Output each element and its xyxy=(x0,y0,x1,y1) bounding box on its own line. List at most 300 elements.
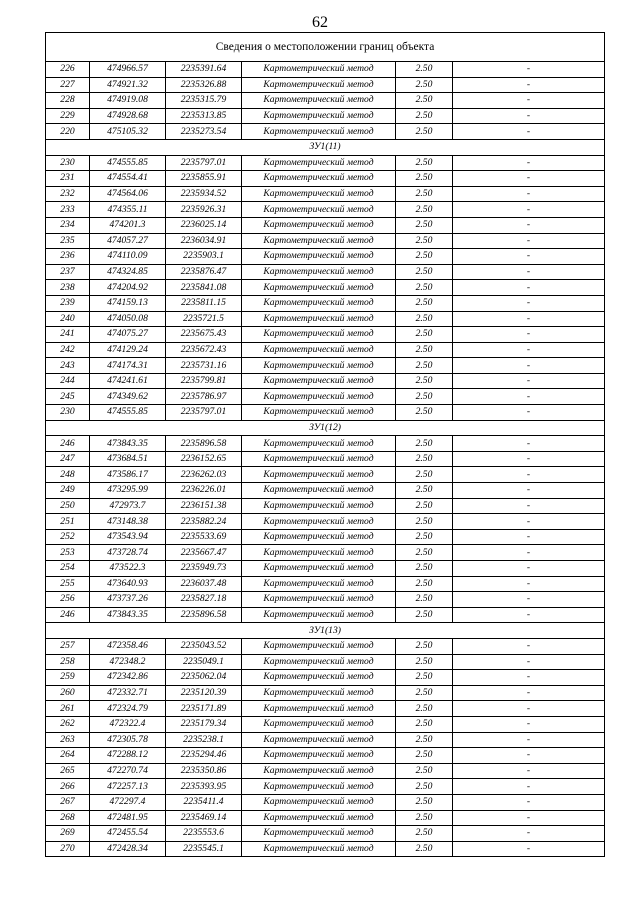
precision-cell: 2.50 xyxy=(396,373,453,389)
precision-cell: 2.50 xyxy=(396,810,453,826)
coord-y-cell: 2235876.47 xyxy=(166,264,242,280)
method-cell: Картометрический метод xyxy=(242,607,396,623)
coord-y-cell: 2235786.97 xyxy=(166,389,242,405)
coord-x-cell: 474966.57 xyxy=(90,62,166,78)
table-row xyxy=(46,171,605,187)
coord-y-cell: 2235799.81 xyxy=(166,373,242,389)
coord-x-cell: 474129.24 xyxy=(90,342,166,358)
table-row xyxy=(46,561,605,577)
coord-y-cell: 2235675.43 xyxy=(166,327,242,343)
method-cell: Картометрический метод xyxy=(242,545,396,561)
table-body xyxy=(46,33,605,857)
table-row xyxy=(46,607,605,623)
point-number-cell: 260 xyxy=(46,685,90,701)
coord-x-cell: 473843.35 xyxy=(90,436,166,452)
description-cell: - xyxy=(453,748,605,764)
point-number-cell: 236 xyxy=(46,249,90,265)
coord-y-cell: 2236151.38 xyxy=(166,498,242,514)
coord-y-cell: 2235731.16 xyxy=(166,358,242,374)
description-cell: - xyxy=(453,280,605,296)
method-cell: Картометрический метод xyxy=(242,217,396,233)
coord-y-cell: 2235896.58 xyxy=(166,607,242,623)
precision-cell: 2.50 xyxy=(396,186,453,202)
table-row xyxy=(46,155,605,171)
point-number-cell: 249 xyxy=(46,483,90,499)
method-cell: Картометрический метод xyxy=(242,233,396,249)
description-cell: - xyxy=(453,638,605,654)
table-row xyxy=(46,685,605,701)
precision-cell: 2.50 xyxy=(396,732,453,748)
point-number-cell: 228 xyxy=(46,93,90,109)
coord-y-cell: 2235294.46 xyxy=(166,748,242,764)
coord-x-cell: 474075.27 xyxy=(90,327,166,343)
coord-y-cell: 2235273.54 xyxy=(166,124,242,140)
point-number-cell: 231 xyxy=(46,171,90,187)
precision-cell: 2.50 xyxy=(396,405,453,421)
coord-y-cell: 2235391.64 xyxy=(166,62,242,78)
coord-y-cell: 2235797.01 xyxy=(166,405,242,421)
table-row xyxy=(46,264,605,280)
description-cell: - xyxy=(453,62,605,78)
coord-x-cell: 472270.74 xyxy=(90,763,166,779)
point-number-cell: 239 xyxy=(46,295,90,311)
description-cell: - xyxy=(453,607,605,623)
section-row xyxy=(46,420,605,436)
coord-x-cell: 472455.54 xyxy=(90,826,166,842)
coord-y-cell: 2235043.52 xyxy=(166,638,242,654)
table-row xyxy=(46,451,605,467)
precision-cell: 2.50 xyxy=(396,514,453,530)
table-row xyxy=(46,716,605,732)
method-cell: Картометрический метод xyxy=(242,483,396,499)
description-cell: - xyxy=(453,77,605,93)
precision-cell: 2.50 xyxy=(396,327,453,343)
table-row xyxy=(46,93,605,109)
coord-y-cell: 2235949.73 xyxy=(166,561,242,577)
point-number-cell: 244 xyxy=(46,373,90,389)
coord-x-cell: 473737.26 xyxy=(90,592,166,608)
coord-y-cell: 2235326.88 xyxy=(166,77,242,93)
precision-cell: 2.50 xyxy=(396,93,453,109)
point-number-cell: 229 xyxy=(46,108,90,124)
precision-cell: 2.50 xyxy=(396,217,453,233)
coord-x-cell: 472481.95 xyxy=(90,810,166,826)
table-row xyxy=(46,810,605,826)
description-cell: - xyxy=(453,217,605,233)
table-row xyxy=(46,233,605,249)
coord-y-cell: 2235721.5 xyxy=(166,311,242,327)
precision-cell: 2.50 xyxy=(396,670,453,686)
table-row xyxy=(46,701,605,717)
method-cell: Картометрический метод xyxy=(242,716,396,732)
coord-x-cell: 474555.85 xyxy=(90,405,166,421)
point-number-cell: 263 xyxy=(46,732,90,748)
precision-cell: 2.50 xyxy=(396,108,453,124)
precision-cell: 2.50 xyxy=(396,249,453,265)
method-cell: Картометрический метод xyxy=(242,295,396,311)
description-cell: - xyxy=(453,373,605,389)
description-cell: - xyxy=(453,249,605,265)
description-cell: - xyxy=(453,514,605,530)
description-cell: - xyxy=(453,436,605,452)
point-number-cell: 247 xyxy=(46,451,90,467)
precision-cell: 2.50 xyxy=(396,763,453,779)
coord-x-cell: 472322.4 xyxy=(90,716,166,732)
point-number-cell: 259 xyxy=(46,670,90,686)
table-row xyxy=(46,327,605,343)
coord-y-cell: 2235179.34 xyxy=(166,716,242,732)
table-row xyxy=(46,638,605,654)
method-cell: Картометрический метод xyxy=(242,171,396,187)
coord-y-cell: 2235049.1 xyxy=(166,654,242,670)
method-cell: Картометрический метод xyxy=(242,186,396,202)
coord-y-cell: 2235545.1 xyxy=(166,841,242,857)
coord-y-cell: 2235934.52 xyxy=(166,186,242,202)
method-cell: Картометрический метод xyxy=(242,155,396,171)
coord-y-cell: 2235855.91 xyxy=(166,171,242,187)
method-cell: Картометрический метод xyxy=(242,654,396,670)
method-cell: Картометрический метод xyxy=(242,93,396,109)
point-number-cell: 267 xyxy=(46,794,90,810)
coord-y-cell: 2235827.18 xyxy=(166,592,242,608)
description-cell: - xyxy=(453,561,605,577)
method-cell: Картометрический метод xyxy=(242,576,396,592)
description-cell: - xyxy=(453,841,605,857)
point-number-cell: 237 xyxy=(46,264,90,280)
coord-x-cell: 474564.06 xyxy=(90,186,166,202)
description-cell: - xyxy=(453,93,605,109)
point-number-cell: 246 xyxy=(46,436,90,452)
coord-x-cell: 472342.86 xyxy=(90,670,166,686)
point-number-cell: 265 xyxy=(46,763,90,779)
coord-x-cell: 474919.08 xyxy=(90,93,166,109)
coord-x-cell: 473728.74 xyxy=(90,545,166,561)
table-row xyxy=(46,186,605,202)
precision-cell: 2.50 xyxy=(396,280,453,296)
coord-x-cell: 474921.32 xyxy=(90,77,166,93)
coord-x-cell: 474554.41 xyxy=(90,171,166,187)
coord-x-cell: 473148.38 xyxy=(90,514,166,530)
point-number-cell: 256 xyxy=(46,592,90,608)
method-cell: Картометрический метод xyxy=(242,77,396,93)
coord-y-cell: 2235062.04 xyxy=(166,670,242,686)
coord-y-cell: 2235171.89 xyxy=(166,701,242,717)
method-cell: Картометрический метод xyxy=(242,529,396,545)
precision-cell: 2.50 xyxy=(396,62,453,78)
coord-x-cell: 472305.78 xyxy=(90,732,166,748)
method-cell: Картометрический метод xyxy=(242,794,396,810)
table-row xyxy=(46,779,605,795)
description-cell: - xyxy=(453,342,605,358)
precision-cell: 2.50 xyxy=(396,436,453,452)
coord-x-cell: 474555.85 xyxy=(90,155,166,171)
page-number: 62 xyxy=(312,14,328,31)
table-row xyxy=(46,311,605,327)
method-cell: Картометрический метод xyxy=(242,701,396,717)
coord-x-cell: 472348.2 xyxy=(90,654,166,670)
precision-cell: 2.50 xyxy=(396,467,453,483)
description-cell: - xyxy=(453,763,605,779)
method-cell: Картометрический метод xyxy=(242,327,396,343)
method-cell: Картометрический метод xyxy=(242,561,396,577)
section-label: ЗУ1(12) xyxy=(46,420,605,436)
precision-cell: 2.50 xyxy=(396,576,453,592)
precision-cell: 2.50 xyxy=(396,451,453,467)
description-cell: - xyxy=(453,295,605,311)
precision-cell: 2.50 xyxy=(396,77,453,93)
precision-cell: 2.50 xyxy=(396,389,453,405)
coord-y-cell: 2235238.1 xyxy=(166,732,242,748)
precision-cell: 2.50 xyxy=(396,561,453,577)
table-row xyxy=(46,576,605,592)
table-row xyxy=(46,670,605,686)
point-number-cell: 240 xyxy=(46,311,90,327)
point-number-cell: 269 xyxy=(46,826,90,842)
method-cell: Картометрический метод xyxy=(242,389,396,405)
coord-y-cell: 2235553.6 xyxy=(166,826,242,842)
method-cell: Картометрический метод xyxy=(242,202,396,218)
point-number-cell: 246 xyxy=(46,607,90,623)
coord-x-cell: 474174.31 xyxy=(90,358,166,374)
table-row xyxy=(46,467,605,483)
coord-y-cell: 2236152.65 xyxy=(166,451,242,467)
method-cell: Картометрический метод xyxy=(242,810,396,826)
coord-x-cell: 473640.93 xyxy=(90,576,166,592)
table-row xyxy=(46,514,605,530)
coord-x-cell: 473295.99 xyxy=(90,483,166,499)
coord-x-cell: 472428.34 xyxy=(90,841,166,857)
description-cell: - xyxy=(453,467,605,483)
method-cell: Картометрический метод xyxy=(242,249,396,265)
method-cell: Картометрический метод xyxy=(242,280,396,296)
coord-x-cell: 472332.71 xyxy=(90,685,166,701)
method-cell: Картометрический метод xyxy=(242,670,396,686)
description-cell: - xyxy=(453,202,605,218)
point-number-cell: 234 xyxy=(46,217,90,233)
method-cell: Картометрический метод xyxy=(242,748,396,764)
method-cell: Картометрический метод xyxy=(242,732,396,748)
description-cell: - xyxy=(453,826,605,842)
coord-x-cell: 474355.11 xyxy=(90,202,166,218)
table-row xyxy=(46,732,605,748)
coord-x-cell: 472257.13 xyxy=(90,779,166,795)
description-cell: - xyxy=(453,654,605,670)
coord-y-cell: 2235120.39 xyxy=(166,685,242,701)
table-row xyxy=(46,436,605,452)
coord-x-cell: 474928.68 xyxy=(90,108,166,124)
description-cell: - xyxy=(453,794,605,810)
coord-y-cell: 2235350.86 xyxy=(166,763,242,779)
table-row xyxy=(46,592,605,608)
description-cell: - xyxy=(453,576,605,592)
coord-y-cell: 2235926.31 xyxy=(166,202,242,218)
point-number-cell: 258 xyxy=(46,654,90,670)
point-number-cell: 251 xyxy=(46,514,90,530)
precision-cell: 2.50 xyxy=(396,483,453,499)
coord-x-cell: 473543.94 xyxy=(90,529,166,545)
point-number-cell: 226 xyxy=(46,62,90,78)
coord-x-cell: 474057.27 xyxy=(90,233,166,249)
table-row xyxy=(46,358,605,374)
coord-y-cell: 2235882.24 xyxy=(166,514,242,530)
table-row xyxy=(46,748,605,764)
method-cell: Картометрический метод xyxy=(242,108,396,124)
description-cell: - xyxy=(453,124,605,140)
description-cell: - xyxy=(453,389,605,405)
precision-cell: 2.50 xyxy=(396,155,453,171)
coord-x-cell: 473684.51 xyxy=(90,451,166,467)
table-row xyxy=(46,217,605,233)
table-row xyxy=(46,389,605,405)
description-cell: - xyxy=(453,732,605,748)
point-number-cell: 268 xyxy=(46,810,90,826)
method-cell: Картометрический метод xyxy=(242,373,396,389)
method-cell: Картометрический метод xyxy=(242,62,396,78)
method-cell: Картометрический метод xyxy=(242,514,396,530)
table-row xyxy=(46,826,605,842)
coord-x-cell: 472297.4 xyxy=(90,794,166,810)
point-number-cell: 254 xyxy=(46,561,90,577)
description-cell: - xyxy=(453,155,605,171)
point-number-cell: 242 xyxy=(46,342,90,358)
description-cell: - xyxy=(453,405,605,421)
coord-x-cell: 474110.09 xyxy=(90,249,166,265)
coord-x-cell: 474204.92 xyxy=(90,280,166,296)
table-row xyxy=(46,763,605,779)
coord-y-cell: 2235667.47 xyxy=(166,545,242,561)
point-number-cell: 227 xyxy=(46,77,90,93)
table-row xyxy=(46,373,605,389)
precision-cell: 2.50 xyxy=(396,716,453,732)
method-cell: Картометрический метод xyxy=(242,124,396,140)
point-number-cell: 245 xyxy=(46,389,90,405)
coord-y-cell: 2235469.14 xyxy=(166,810,242,826)
point-number-cell: 241 xyxy=(46,327,90,343)
method-cell: Картометрический метод xyxy=(242,841,396,857)
coord-y-cell: 2235411.4 xyxy=(166,794,242,810)
point-number-cell: 262 xyxy=(46,716,90,732)
precision-cell: 2.50 xyxy=(396,264,453,280)
table-row xyxy=(46,295,605,311)
table-row xyxy=(46,62,605,78)
description-cell: - xyxy=(453,108,605,124)
method-cell: Картометрический метод xyxy=(242,763,396,779)
description-cell: - xyxy=(453,233,605,249)
table-header-row xyxy=(46,33,605,62)
method-cell: Картометрический метод xyxy=(242,451,396,467)
coord-y-cell: 2236262.03 xyxy=(166,467,242,483)
method-cell: Картометрический метод xyxy=(242,498,396,514)
precision-cell: 2.50 xyxy=(396,841,453,857)
section-row xyxy=(46,139,605,155)
coord-x-cell: 474349.62 xyxy=(90,389,166,405)
method-cell: Картометрический метод xyxy=(242,685,396,701)
table-row xyxy=(46,202,605,218)
description-cell: - xyxy=(453,592,605,608)
precision-cell: 2.50 xyxy=(396,654,453,670)
coord-y-cell: 2235841.08 xyxy=(166,280,242,296)
table-row xyxy=(46,545,605,561)
method-cell: Картометрический метод xyxy=(242,264,396,280)
precision-cell: 2.50 xyxy=(396,826,453,842)
coord-x-cell: 472324.79 xyxy=(90,701,166,717)
point-number-cell: 232 xyxy=(46,186,90,202)
coord-y-cell: 2235315.79 xyxy=(166,93,242,109)
coord-y-cell: 2235903.1 xyxy=(166,249,242,265)
coord-y-cell: 2235896.58 xyxy=(166,436,242,452)
table-row xyxy=(46,342,605,358)
precision-cell: 2.50 xyxy=(396,794,453,810)
point-number-cell: 257 xyxy=(46,638,90,654)
point-number-cell: 230 xyxy=(46,405,90,421)
description-cell: - xyxy=(453,701,605,717)
description-cell: - xyxy=(453,327,605,343)
point-number-cell: 238 xyxy=(46,280,90,296)
coord-y-cell: 2235811.15 xyxy=(166,295,242,311)
section-row xyxy=(46,623,605,639)
precision-cell: 2.50 xyxy=(396,233,453,249)
table-row xyxy=(46,405,605,421)
description-cell: - xyxy=(453,358,605,374)
precision-cell: 2.50 xyxy=(396,748,453,764)
precision-cell: 2.50 xyxy=(396,311,453,327)
section-label: ЗУ1(11) xyxy=(46,139,605,155)
description-cell: - xyxy=(453,483,605,499)
method-cell: Картометрический метод xyxy=(242,592,396,608)
coord-x-cell: 474324.85 xyxy=(90,264,166,280)
coord-x-cell: 474201.3 xyxy=(90,217,166,233)
precision-cell: 2.50 xyxy=(396,701,453,717)
precision-cell: 2.50 xyxy=(396,607,453,623)
method-cell: Картометрический метод xyxy=(242,358,396,374)
table-title: Сведения о местоположении границ объекта xyxy=(46,33,605,62)
precision-cell: 2.50 xyxy=(396,592,453,608)
precision-cell: 2.50 xyxy=(396,202,453,218)
coord-x-cell: 475105.32 xyxy=(90,124,166,140)
coord-y-cell: 2235313.85 xyxy=(166,108,242,124)
method-cell: Картометрический метод xyxy=(242,779,396,795)
point-number-cell: 253 xyxy=(46,545,90,561)
point-number-cell: 220 xyxy=(46,124,90,140)
precision-cell: 2.50 xyxy=(396,779,453,795)
precision-cell: 2.50 xyxy=(396,124,453,140)
coord-y-cell: 2235533.69 xyxy=(166,529,242,545)
coord-x-cell: 472973.7 xyxy=(90,498,166,514)
description-cell: - xyxy=(453,716,605,732)
coord-x-cell: 474241.61 xyxy=(90,373,166,389)
coord-x-cell: 474159.13 xyxy=(90,295,166,311)
method-cell: Картометрический метод xyxy=(242,311,396,327)
coord-x-cell: 473586.17 xyxy=(90,467,166,483)
precision-cell: 2.50 xyxy=(396,638,453,654)
method-cell: Картометрический метод xyxy=(242,638,396,654)
description-cell: - xyxy=(453,498,605,514)
description-cell: - xyxy=(453,529,605,545)
boundary-coordinates-table xyxy=(45,32,604,857)
point-number-cell: 270 xyxy=(46,841,90,857)
point-number-cell: 250 xyxy=(46,498,90,514)
description-cell: - xyxy=(453,264,605,280)
point-number-cell: 233 xyxy=(46,202,90,218)
point-number-cell: 235 xyxy=(46,233,90,249)
point-number-cell: 252 xyxy=(46,529,90,545)
coord-y-cell: 2235672.43 xyxy=(166,342,242,358)
table-row xyxy=(46,483,605,499)
table-row xyxy=(46,841,605,857)
precision-cell: 2.50 xyxy=(396,358,453,374)
precision-cell: 2.50 xyxy=(396,545,453,561)
coord-x-cell: 474050.08 xyxy=(90,311,166,327)
